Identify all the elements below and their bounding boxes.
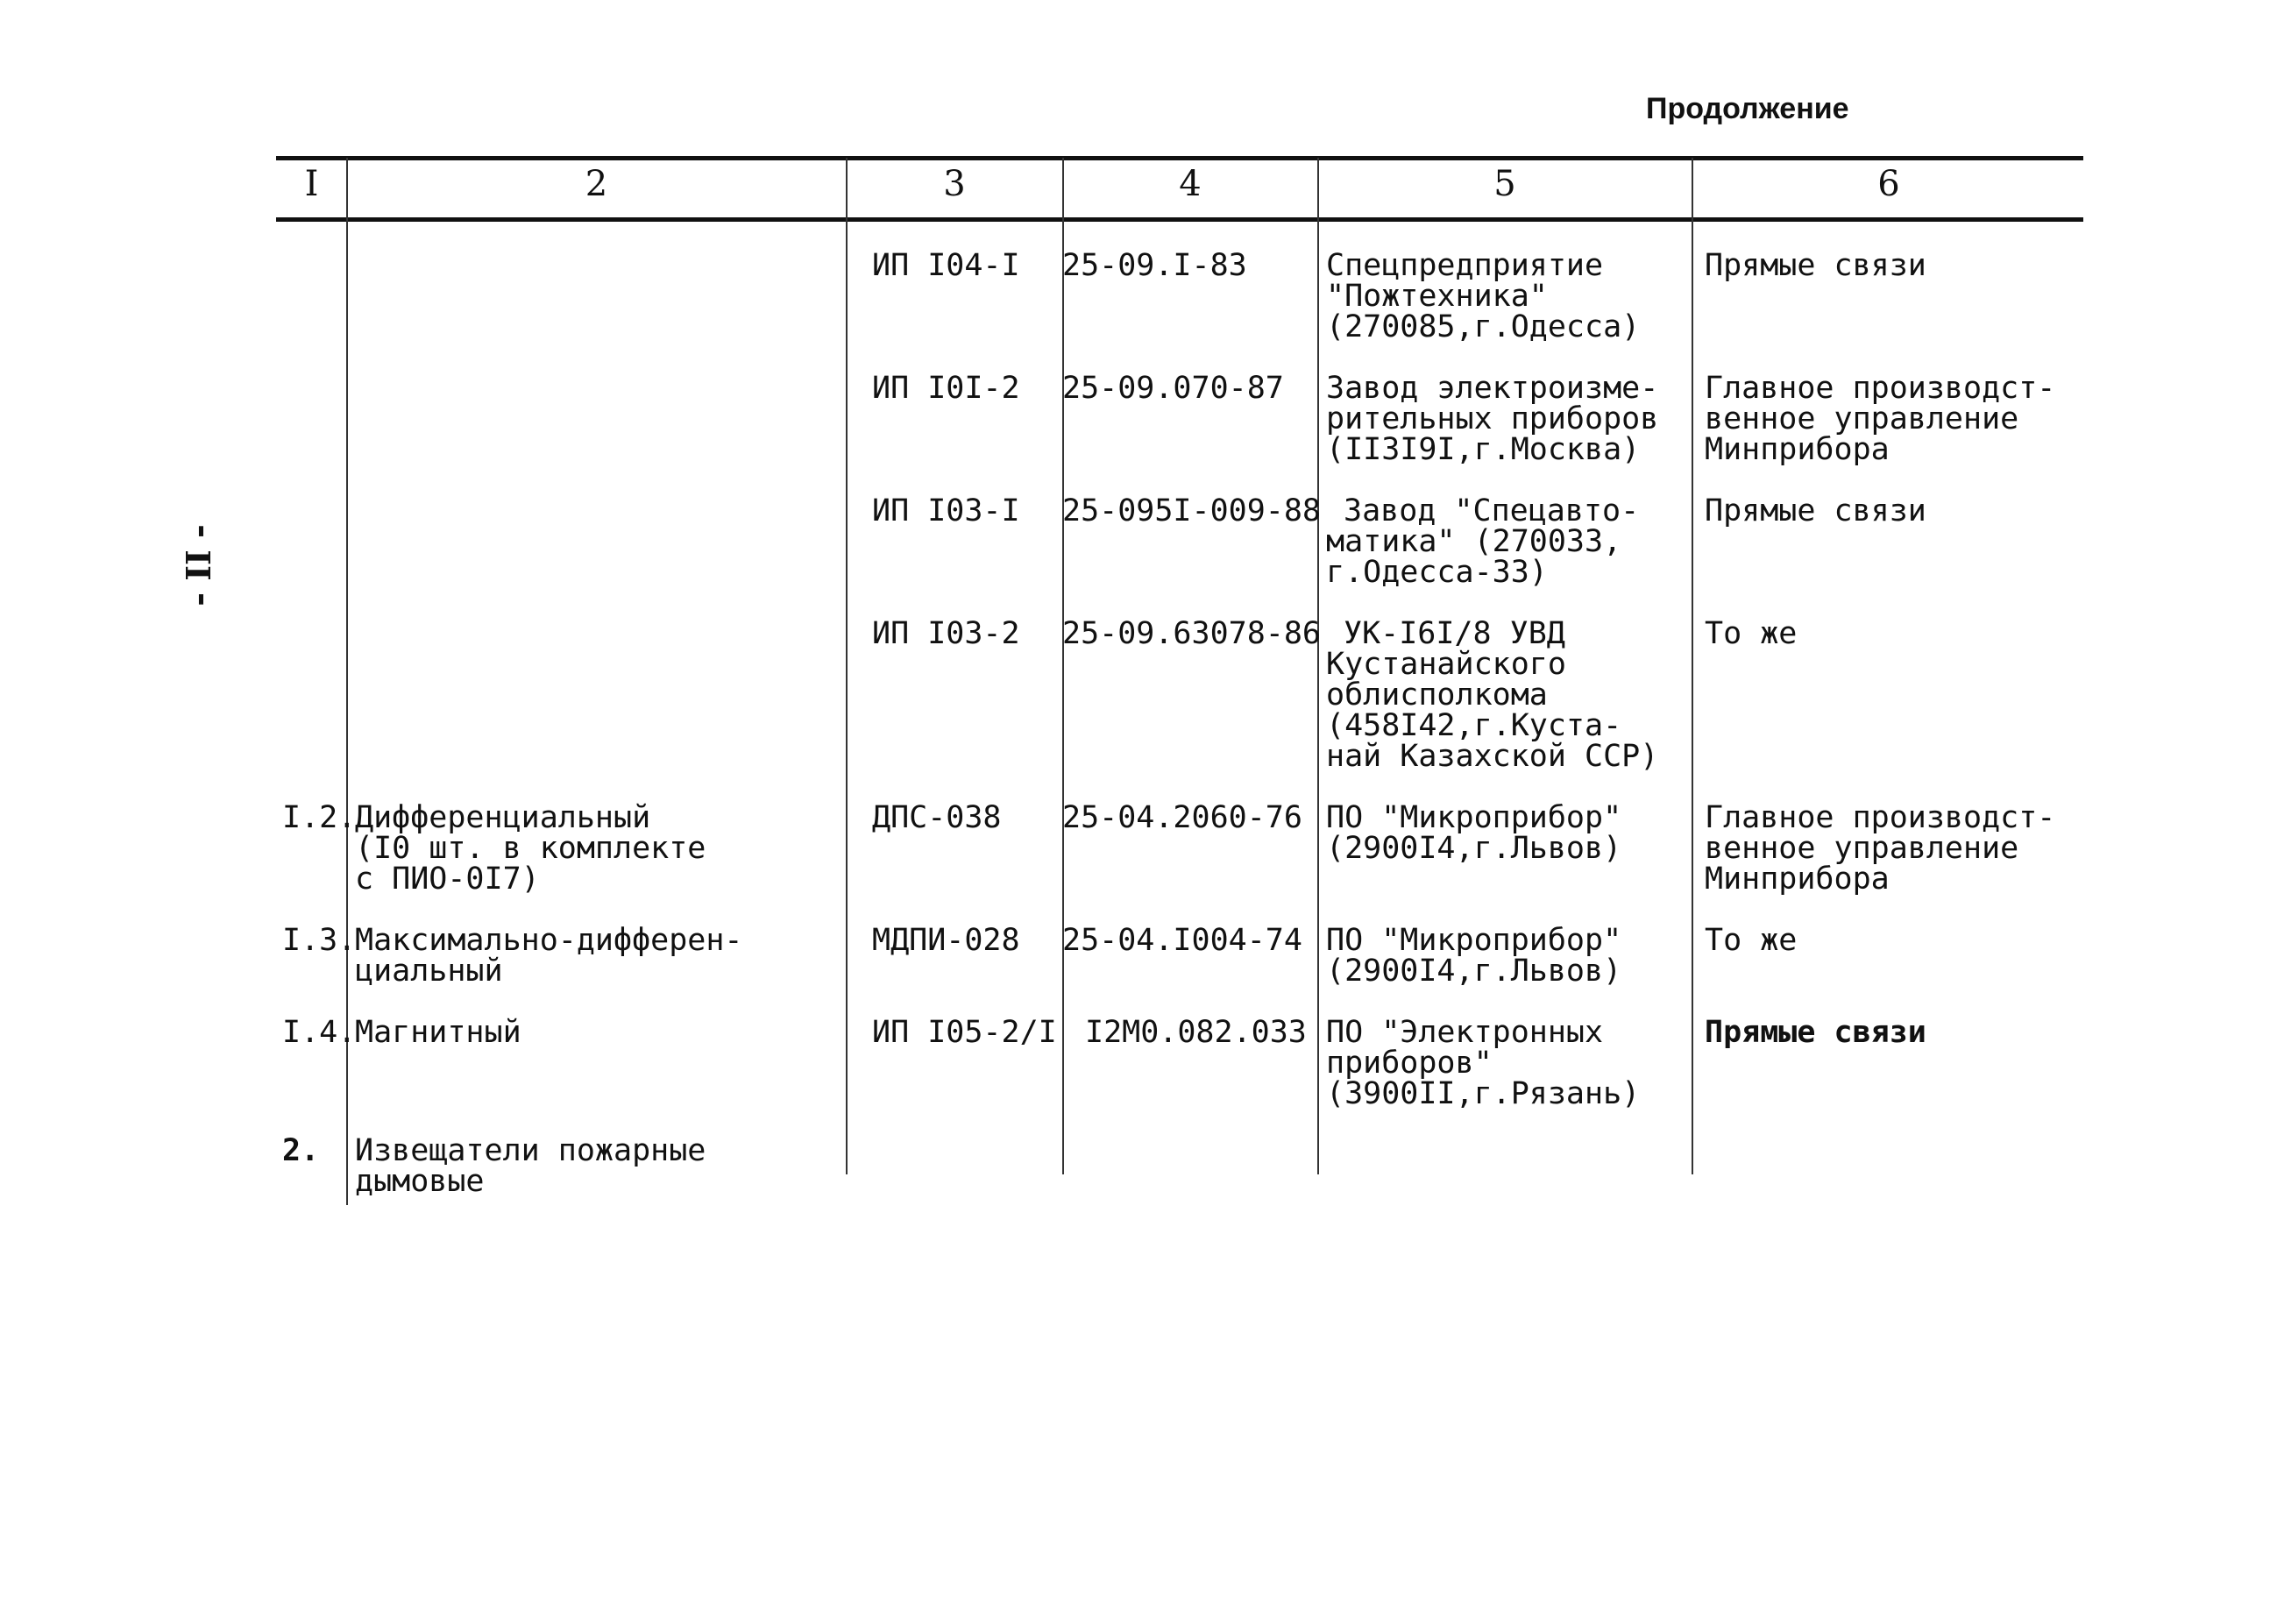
table-cell-item-number: I.2. — [282, 800, 357, 835]
table-cell-model: ДПС-038 — [872, 800, 1002, 835]
table-cell-supplier: (2900I4,г.Львов) — [1326, 954, 1622, 989]
table-cell-supplier: Спецпредприятие — [1326, 248, 1604, 283]
table-cell-supplier: ПО "Микроприбор" — [1326, 923, 1622, 958]
table-cell-name: Извещатели пожарные — [355, 1133, 706, 1168]
table-cell-supplier: приборов" — [1326, 1046, 1493, 1081]
table-cell-item-number: I.3. — [282, 923, 357, 958]
column-divider — [1692, 158, 1693, 1174]
column-header-number: 5 — [1493, 164, 1516, 204]
table-cell-model: МДПИ-028 — [872, 923, 1020, 958]
table-cell-model: ИП I03-I — [872, 493, 1020, 528]
table-cell-supplier: УК-I6I/8 УВД — [1344, 616, 1565, 651]
table-cell-model: ИП I0I-2 — [872, 371, 1020, 406]
column-divider — [846, 158, 848, 1174]
table-cell-relations: венное управление — [1705, 401, 2019, 436]
table-header-rule — [276, 217, 2083, 222]
column-header-number: 3 — [943, 164, 966, 204]
table-cell-model: ИП I04-I — [872, 248, 1020, 283]
table-cell-name: (I0 шт. в комплекте — [355, 831, 706, 866]
table-cell-spec: 25-04.2060-76 — [1062, 800, 1302, 835]
table-cell-supplier: ПО "Микроприбор" — [1326, 800, 1622, 835]
table-cell-supplier: (II3I9I,г.Москва) — [1326, 432, 1641, 467]
column-divider — [1317, 158, 1319, 1174]
table-cell-name: циальный — [355, 954, 503, 989]
column-header-number: 2 — [585, 164, 608, 204]
table-cell-supplier: (2900I4,г.Львов) — [1326, 831, 1622, 866]
column-header-number: I — [304, 164, 319, 204]
table-cell-name: Максимально-дифферен- — [355, 923, 743, 958]
table-cell-relations: Главное производст- — [1705, 371, 2056, 406]
table-cell-spec: 25-09.I-83 — [1062, 248, 1247, 283]
table-cell-spec: 25-09.070-87 — [1062, 371, 1284, 406]
table-cell-relations: Минприбора — [1705, 432, 1890, 467]
table-cell-name: с ПИО-0I7) — [355, 862, 540, 897]
table-cell-name: Магнитный — [355, 1015, 521, 1050]
table-top-rule — [276, 156, 2083, 160]
table-cell-supplier: най Казахской ССР) — [1326, 739, 1659, 774]
table-cell-relations: Прямые связи — [1705, 248, 1926, 283]
table-cell-supplier: матика" (270033, — [1326, 524, 1622, 559]
table-cell-supplier: Кустанайского — [1326, 647, 1566, 682]
table-cell-relations: Прямые связи — [1705, 493, 1926, 528]
page-number: - II - — [179, 524, 218, 606]
table-cell-name: дымовые — [355, 1164, 485, 1199]
table-cell-name: Дифференциальный — [355, 800, 651, 835]
table-cell-relations: Главное производст- — [1705, 800, 2056, 835]
table-cell-relations: То же — [1705, 923, 1798, 958]
continuation-label: Продолжение — [1646, 92, 1849, 125]
table-cell-relations: То же — [1705, 616, 1798, 651]
column-divider — [1062, 158, 1064, 1174]
table-cell-supplier: (458I42,г.Куста- — [1326, 708, 1622, 743]
table-cell-spec: 25-09.63078-86 — [1062, 616, 1322, 651]
table-cell-supplier: (270085,г.Одесса) — [1326, 309, 1641, 344]
table-cell-relations: венное управление — [1705, 831, 2019, 866]
column-header-number: 4 — [1179, 164, 1202, 204]
table-cell-item-number: 2. — [282, 1133, 320, 1168]
table-cell-spec: I2М0.082.033 — [1085, 1015, 1307, 1050]
table-cell-supplier: ПО "Электронных — [1326, 1015, 1604, 1050]
table-cell-relations: Минприбора — [1705, 862, 1890, 897]
table-cell-model: ИП I03-2 — [872, 616, 1020, 651]
table-cell-spec: 25-04.I004-74 — [1062, 923, 1302, 958]
table-cell-supplier: облисполкома — [1326, 677, 1548, 713]
table-cell-supplier: "Пожтехника" — [1326, 279, 1548, 314]
table-cell-supplier: Завод "Спецавто- — [1344, 493, 1640, 528]
table-cell-supplier: рительных приборов — [1326, 401, 1659, 436]
table-cell-supplier: (3900II,г.Рязань) — [1326, 1076, 1641, 1111]
table-cell-model: ИП I05-2/I — [872, 1015, 1057, 1050]
table-cell-relations: Прямые связи — [1705, 1015, 1926, 1050]
table-cell-spec: 25-095I-009-88 — [1062, 493, 1322, 528]
table-cell-supplier: г.Одесса-33) — [1326, 555, 1548, 590]
table-cell-item-number: I.4. — [282, 1015, 357, 1050]
table-cell-supplier: Завод электроизме- — [1326, 371, 1659, 406]
column-header-number: 6 — [1877, 164, 1900, 204]
